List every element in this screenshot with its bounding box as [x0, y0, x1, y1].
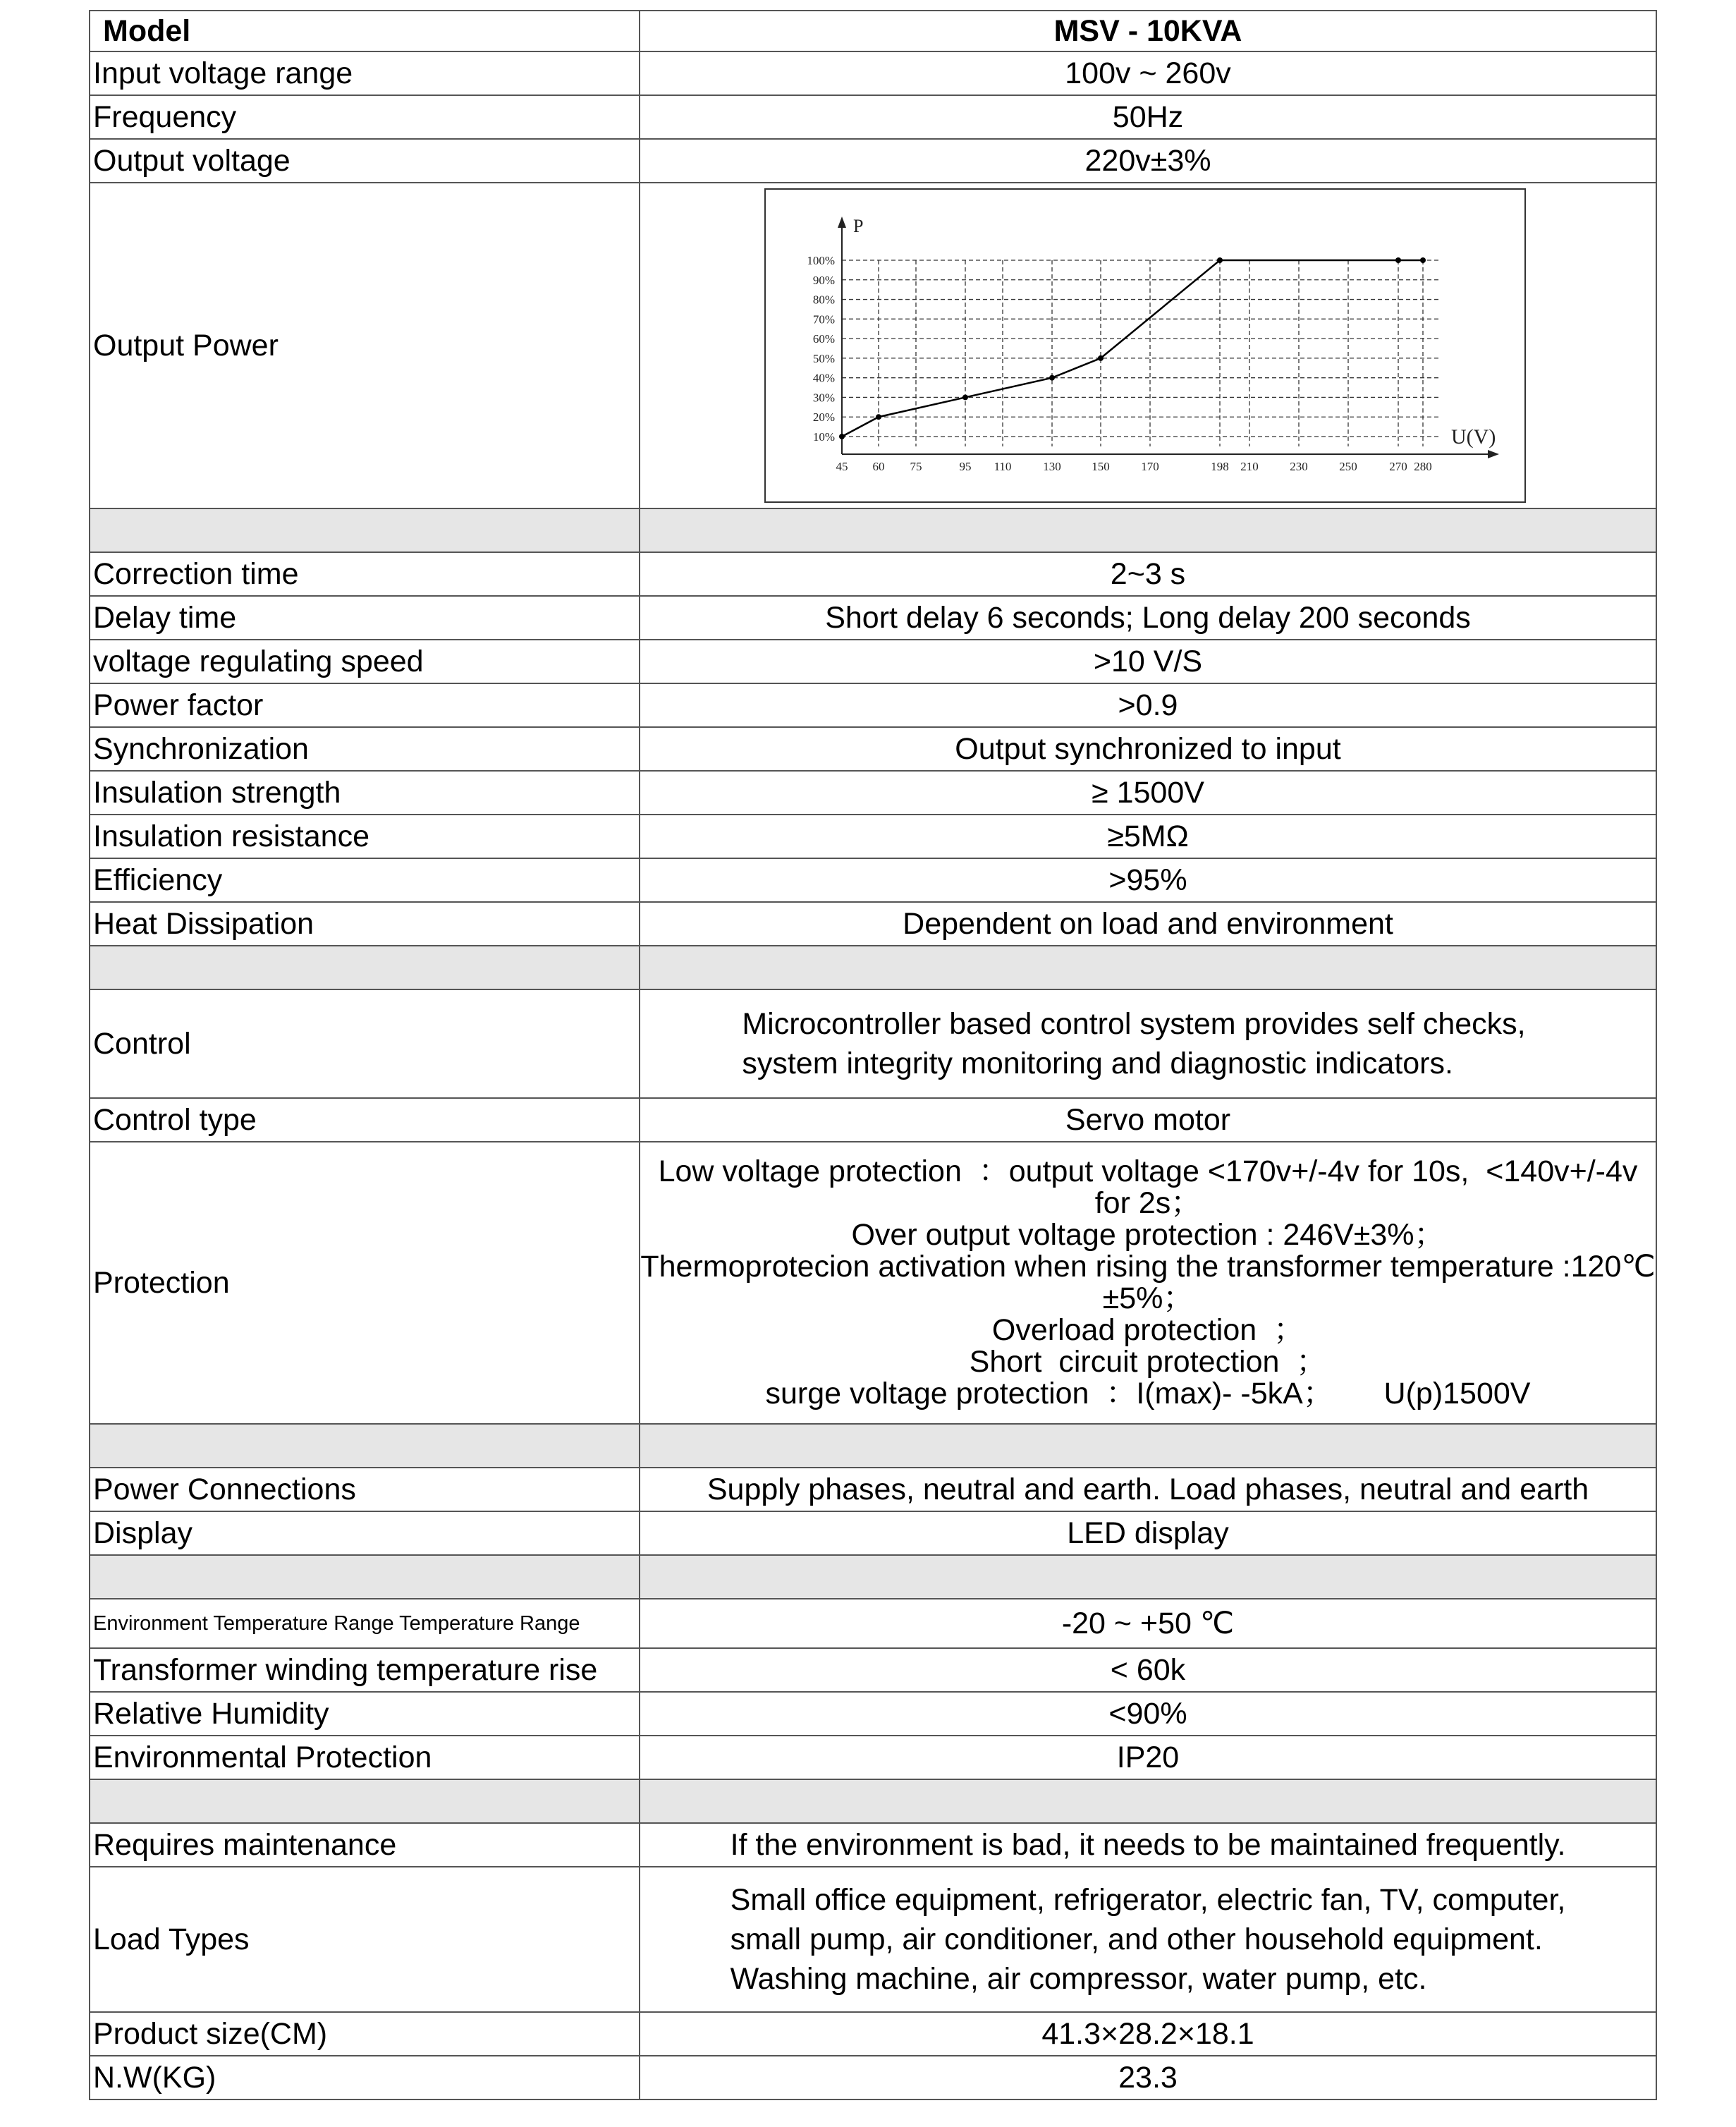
control-line: Microcontroller based control system provides self checks, [742, 1007, 1526, 1041]
table-row [90, 596, 1656, 640]
y-tick-label: 30% [812, 391, 835, 405]
x-tick-label: 270 [1389, 460, 1407, 473]
table-row [90, 2012, 1656, 2056]
row-label: Environment Temperature Range Temperature Range [90, 1599, 640, 1648]
row-value: Supply phases, neutral and earth. Load phases, neutral and earth [640, 1468, 1656, 1511]
row-value: ≥ 1500V [640, 771, 1656, 815]
table-row [90, 1599, 1656, 1648]
y-tick-label: 10% [812, 430, 835, 444]
row-label: Correction time [90, 552, 640, 596]
table-row [90, 771, 1656, 815]
row-label: Requires maintenance [90, 1823, 640, 1867]
table-row [90, 1648, 1656, 1692]
table-row [90, 51, 1656, 95]
x-tick-label: 170 [1141, 460, 1159, 473]
row-value: >10 V/S [640, 640, 1656, 683]
table-row [90, 552, 1656, 596]
control-line: system integrity monitoring and diagnostic indicators. [742, 1047, 1453, 1080]
data-point [876, 414, 881, 420]
row-label: Power Connections [90, 1468, 640, 1511]
y-tick-label: 70% [812, 312, 835, 327]
y-tick-label: 60% [812, 332, 835, 346]
row-label: Output voltage [90, 139, 640, 183]
protection-line: Overload protection ； [991, 1313, 1304, 1347]
row-value: < 60k [640, 1648, 1656, 1692]
x-tick-label: 198 [1211, 460, 1229, 473]
row-value: IP20 [640, 1736, 1656, 1779]
table-row [90, 1736, 1656, 1779]
y-tick-label: 20% [812, 410, 835, 425]
table-row [90, 183, 1656, 508]
row-value: -20 ~ +50 ℃ [640, 1599, 1656, 1648]
row-value: 50Hz [640, 95, 1656, 139]
load-types-line: Small office equipment, refrigerator, electric fan, TV, computer, [730, 1883, 1566, 1917]
row-label: voltage regulating speed [90, 640, 640, 683]
y-tick-label: 40% [812, 371, 835, 385]
row-value: 100v ~ 260v [640, 51, 1656, 95]
x-tick-label: 95 [959, 460, 972, 473]
row-value: If the environment is bad, it needs to be maintained frequently. [640, 1823, 1656, 1867]
data-point [839, 434, 845, 439]
row-label: Control type [90, 1098, 640, 1142]
table-row [90, 1867, 1656, 2012]
section-separator [90, 1555, 1656, 1599]
x-tick-label: 130 [1043, 460, 1061, 473]
row-label: Transformer winding temperature rise [90, 1648, 640, 1692]
row-label: Output Power [90, 183, 640, 508]
table-row [90, 989, 1656, 1098]
series-line [842, 260, 1423, 437]
x-tick-label: 75 [910, 460, 922, 473]
row-value: >95% [640, 858, 1656, 902]
row-label: Protection [90, 1142, 640, 1424]
row-value: Short delay 6 seconds; Long delay 200 seconds [640, 596, 1656, 640]
x-tick-label: 150 [1092, 460, 1110, 473]
output-power-chart [764, 188, 1526, 503]
x-tick-label: 230 [1290, 460, 1308, 473]
table-row [90, 1823, 1656, 1867]
chart-cell [640, 183, 1656, 508]
row-value: 220v±3% [640, 139, 1656, 183]
row-label: N.W(KG) [90, 2056, 640, 2099]
model-value: MSV - 10KVA [640, 11, 1656, 51]
data-point [1217, 257, 1223, 263]
table-row [90, 1142, 1656, 1424]
data-point [1098, 355, 1104, 361]
protection-line: Thermoprotecion activation when rising the transformer temperature :120℃ ±5%； [640, 1250, 1656, 1315]
protection-line: Short circuit protection ； [969, 1345, 1327, 1379]
table-row [90, 1692, 1656, 1736]
protection-line: Over output voltage protection : 246V±3%； [851, 1218, 1445, 1252]
row-label: Delay time [90, 596, 640, 640]
x-axis-label: U(V) [1451, 425, 1496, 449]
protection-line: surge voltage protection ：I(max)- -5kA； U(p)1500V [765, 1377, 1531, 1410]
table-row [90, 858, 1656, 902]
row-value: LED display [640, 1511, 1656, 1555]
x-tick-label: 210 [1240, 460, 1259, 473]
table-row [90, 683, 1656, 727]
table-row [90, 2056, 1656, 2099]
protection-line: Low voltage protection ：output voltage <170v+/-4v for 10s, <140v+/-4v for 2s； [658, 1154, 1638, 1220]
y-axis-label: P [853, 216, 864, 236]
table-row [90, 1098, 1656, 1142]
table-row [90, 139, 1656, 183]
data-point [1420, 257, 1426, 263]
row-label: Environmental Protection [90, 1736, 640, 1779]
table-row [90, 640, 1656, 683]
row-label: Efficiency [90, 858, 640, 902]
row-value: Servo motor [640, 1098, 1656, 1142]
spec-table [89, 10, 1657, 2100]
y-tick-label: 50% [812, 351, 835, 365]
table-row [90, 11, 1656, 51]
load-types-line: small pump, air conditioner, and other household equipment. [730, 1922, 1543, 1956]
row-label: Input voltage range [90, 51, 640, 95]
row-value: 2~3 s [640, 552, 1656, 596]
data-point [1049, 375, 1055, 381]
row-value: <90% [640, 1692, 1656, 1736]
control-value [640, 989, 1656, 1098]
x-tick-label: 250 [1339, 460, 1357, 473]
table-row [90, 95, 1656, 139]
row-label: Frequency [90, 95, 640, 139]
x-tick-label: 60 [872, 460, 885, 473]
x-tick-label: 45 [836, 460, 848, 473]
data-point [1395, 257, 1401, 263]
y-tick-label: 90% [812, 273, 835, 287]
row-value: ≥5MΩ [640, 815, 1656, 858]
section-separator [90, 1779, 1656, 1823]
x-axis-arrow [1488, 450, 1499, 458]
row-value: Output synchronized to input [640, 727, 1656, 771]
table-row [90, 1468, 1656, 1511]
row-value: 41.3×28.2×18.1 [640, 2012, 1656, 2056]
data-point [962, 394, 968, 400]
y-axis-arrow [838, 217, 846, 228]
y-tick-label: 100% [807, 254, 835, 267]
section-separator [90, 946, 1656, 989]
row-value: >0.9 [640, 683, 1656, 727]
chart-svg [766, 190, 1524, 501]
row-label: Relative Humidity [90, 1692, 640, 1736]
row-label: Heat Dissipation [90, 902, 640, 946]
row-label: Power factor [90, 683, 640, 727]
model-label: Model [90, 11, 640, 51]
x-tick-label: 280 [1414, 460, 1432, 473]
row-value: 23.3 [640, 2056, 1656, 2099]
table-row [90, 902, 1656, 946]
table-row [90, 727, 1656, 771]
row-value: Dependent on load and environment [640, 902, 1656, 946]
row-label: Insulation resistance [90, 815, 640, 858]
load-types-line: Washing machine, air compressor, water pump, etc. [730, 1962, 1427, 1996]
row-label: Display [90, 1511, 640, 1555]
y-tick-label: 80% [812, 293, 835, 307]
row-label: Insulation strength [90, 771, 640, 815]
row-label: Synchronization [90, 727, 640, 771]
protection-value [640, 1142, 1656, 1424]
section-separator [90, 1424, 1656, 1468]
row-label: Control [90, 989, 640, 1098]
x-tick-label: 110 [994, 460, 1012, 473]
load-types-value [640, 1867, 1656, 2012]
table-row [90, 1511, 1656, 1555]
row-label: Load Types [90, 1867, 640, 2012]
row-label: Product size(CM) [90, 2012, 640, 2056]
section-separator [90, 508, 1656, 552]
table-row [90, 815, 1656, 858]
